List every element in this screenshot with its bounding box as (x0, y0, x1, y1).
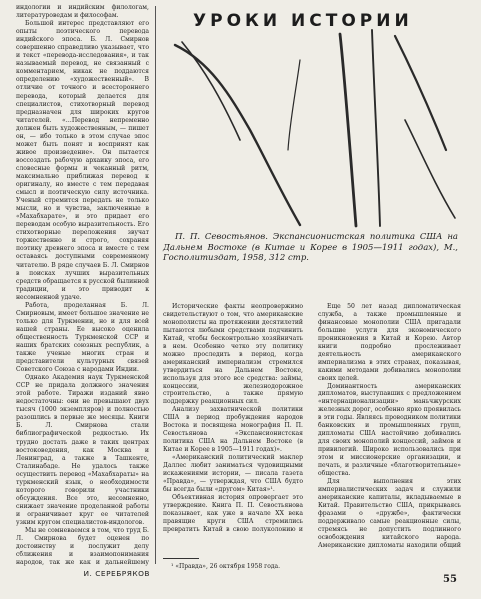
middle-paragraph: Объективная история опровергает это утверждение. Книга П. П. Севостьянова показывает, как уже в начале XX века правящие круги США стремились превратить Китай в свою полуколонию и (163, 493, 303, 533)
footnote: ¹ «Правда», 26 октября 1958 года. (171, 563, 281, 570)
page-number: 55 (443, 574, 457, 585)
right-paragraph: Еще 50 лет назад дипломатическая служба, а также промышленные и финансовые монополии США пригадали большие услуги для экономического проникновения в Китай и Корею. Автор книги подробно прослеживает деятельность американского империализма в этих странах, показывая, какими методами добивались монополии своих целей. (318, 303, 461, 382)
right-paragraph: Доминантность американских дипломатов, выступавших с предложением «интернационализации» маньчжурских железных дорог, особенно ярко проявилась в эти годы. Являясь проводником политики банковских и промышленных групп, дипломаты США настойчиво добивались для своих монополий концессий, займов и привилегий. Широко использовались при этом и миссионерские организации, и печать, и различные «благотворительные» общества. (318, 382, 461, 478)
middle-paragraph: Исторические факты неопровержимо свидетельствуют о том, что американские монополисты на протяжении десятилетий пытаются любыми средствами подчинить Китай, чтобы бесконтрольно хозяйничать в нем. Особенно четко эту политику можно проследить в период, когда американский империализм стремился утвердиться на Дальнем Востоке, используя для этого все средства: займы, концессии, железнодорожное строительство, а также прямую поддержку реакционных сил. (163, 303, 303, 406)
author-signature: И. СЕРЕБРЯКОВ (83, 569, 150, 578)
left-paragraph: Однако Академия наук Туркменской ССР не придала должного значения этой работе. Тиражи изданий явно недостаточны: они не превышают двух тысяч (1000 экземпляров) и полностью разошлись в первые же месяцы. Книги Б. Л. Смирнова стали библиографической редкостью. Их трудно достать даже в таких центрах востоковедения, как Москва и Ленинград, а также в Ташкенте, Сталинабаде. Не удалось также осуществить перевод «Махабхараты» на туркменский язык, о необходимости которого говорили участники обсуждения. Все это, несомненно, снижает значение проделанной работы и ограничивает круг ее читателей узким кругом специалистов-индологов. (16, 374, 149, 526)
bibliographic-entry: П. П. Севостьянов. Экспансионистская политика США на Дальнем Востоке (в Китае и Корее в 1905—1911 годах), М., Госполитиздат, 1958, 312 стр. (163, 232, 458, 264)
left-paragraph: Мы не сомневаемся в том, что труд Б. Л. Смирнова будет оценен по достоинству и послужит делу сближения и взаимопонимания народов, так же как и дальнейшему (16, 527, 149, 567)
middle-paragraph: «Американский политический маклер Даллес любит заниматься чудовищными искажениями истории, — писала газета «Правда», — утверждая, что США будто бы всегда были «другом» Китая»¹. (163, 454, 303, 493)
left-paragraph: Большой интерес представляют его опыты поэтического перевода индийского эпоса. Б. Л. Смирнов совершенно справедливо указывает, что и текст «перевода-исследования», и так называемый перевод, не связанный с комментарием, никак не поддаются определению «художественный». В отличие от точного и всестороннего перевода, который делается для специалистов, стихотворный перевод предназначен для широких кругов читателей. «…Перевод непременно должен быть художественным, — пишет он, — ибо только в этом случае эпос может быть понят и воспринят как живое произведение». Он пытается воссоздать рабочую архаику эпоса, его словесные формы и чеканный ритм, максимально приближая перевод к оригиналу, но вместе с тем передавая смысл и поэтическую силу источника. Ученый стремится передать не только мысли, но и чувства, заключенные в «Махабхарате», и это придает его переводам особую выразительность. Его стихотворные переложения звучат торжественно и строго, сохраняя поэтику древнего эпоса и вместе с тем оставаясь доступными современному читателю. В ряде случаев Б. Л. Смирнов в поисках лучших выразительных средств обращается к русской былинной традиции, и это приводит к несомненной удаче. (16, 20, 149, 301)
right-text-column (318, 303, 461, 548)
left-paragraph: индологии и индийским филологам, литературоведам и философам. (16, 4, 149, 20)
middle-paragraph: Анализу захватнической политики США в период пробуждения народов Востока и посвящена монография П. П. Севостьянова «Экспансионистская политика США на Дальнем Востоке (в Китае и Корее в 1905—1911 годах)». (163, 406, 303, 454)
middle-text-column (163, 303, 303, 533)
footnote-rule (163, 558, 199, 559)
section-heading: УРОКИ ИСТОРИИ (193, 11, 413, 31)
right-paragraph: Для выполнения этих империалистических задач и служили американские капиталы, вкладываемые в Китай. Правительство США, прикрываясь фразами о «дружбе», фактически поддерживало самые реакционные силы, стремясь не допустить подлинного освобождения китайского народа. Американские дипломаты находили общий (318, 477, 461, 548)
left-paragraph: Работа, проделанная Б. Л. Смирновым, имеет большое значение не только для Туркмении, но и для всей нашей страны. Ее высоко оценила общественность Туркменской ССР и наших братских союзных республик, а также ученые многих стран и представители культурных связей Советского Союза с народами Индии. (16, 301, 149, 374)
